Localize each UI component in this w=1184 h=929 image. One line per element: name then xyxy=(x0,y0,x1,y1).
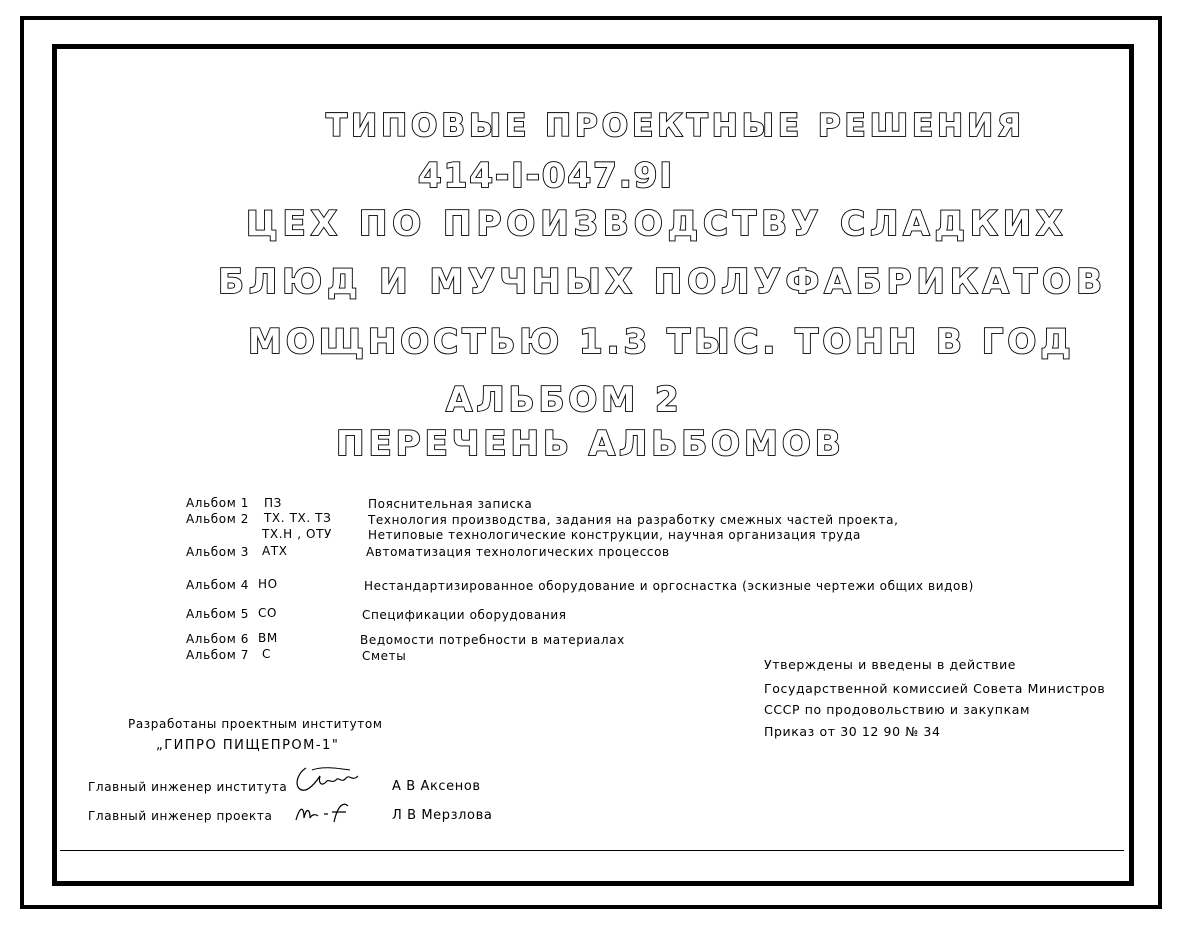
developer-line: Разработаны проектным институтом xyxy=(128,717,383,731)
approval-line: СССР по продовольствию и закупкам xyxy=(764,702,1031,717)
title-series: ТИПОВЫЕ ПРОЕКТНЫЕ РЕШЕНИЯ xyxy=(326,108,1025,144)
signature-role: Главный инженер института xyxy=(88,780,288,794)
footer-divider xyxy=(60,850,1124,851)
signature-image xyxy=(292,800,356,826)
album-label: Альбом 5 xyxy=(186,607,249,621)
album-number: АЛЬБОМ 2 xyxy=(446,380,683,420)
album-desc: Нетиповые технологические конструкции, научная организация труда xyxy=(368,528,861,542)
album-label: Альбом 4 xyxy=(186,578,249,592)
album-code: АТХ xyxy=(262,544,288,558)
album-desc: Сметы xyxy=(362,649,407,663)
album-code: ТХ.Н , ОТУ xyxy=(262,527,332,541)
album-code: ТХ. ТХ. ТЗ xyxy=(264,511,332,525)
album-desc: Ведомости потребности в материалах xyxy=(360,633,625,647)
album-label: Альбом 3 xyxy=(186,545,249,559)
title-number: 414-I-047.9I xyxy=(418,156,675,196)
title-workshop-line2: БЛЮД И МУЧНЫХ ПОЛУФАБРИКАТОВ xyxy=(218,262,1107,302)
album-desc: Автоматизация технологических процессов xyxy=(366,545,670,559)
album-label: Альбом 1 xyxy=(186,496,249,510)
institute-name: „ГИПРО ПИЩЕПРОМ-1" xyxy=(156,738,340,753)
album-code: С xyxy=(262,647,271,661)
album-desc: Спецификации оборудования xyxy=(362,608,567,622)
album-desc: Пояснительная записка xyxy=(368,497,533,511)
album-code: ПЗ xyxy=(264,496,282,510)
title-capacity: МОЩНОСТЬЮ 1.3 ТЫС. ТОНН В ГОД xyxy=(248,322,1075,362)
album-label: Альбом 2 xyxy=(186,512,249,526)
approval-line: Утверждены и введены в действие xyxy=(764,657,1017,672)
album-code: ВМ xyxy=(258,631,278,645)
signature-image xyxy=(292,764,364,796)
signer-name: Л В Мерзлова xyxy=(392,808,493,823)
album-code: НО xyxy=(258,577,278,591)
title-workshop-line1: ЦЕХ ПО ПРОИЗВОДСТВУ СЛАДКИХ xyxy=(246,204,1068,244)
album-code: СО xyxy=(258,606,278,620)
album-label: Альбом 6 xyxy=(186,632,249,646)
approval-order: Приказ от 30 12 90 № 34 xyxy=(764,724,941,739)
album-label: Альбом 7 xyxy=(186,648,249,662)
signer-name: А В Аксенов xyxy=(392,779,481,794)
approval-line: Государственной комиссией Совета Министров xyxy=(764,681,1106,696)
album-list-heading: ПЕРЕЧЕНЬ АЛЬБОМОВ xyxy=(336,424,845,464)
signature-role: Главный инженер проекта xyxy=(88,809,273,823)
album-desc: Технология производства, задания на разработку смежных частей проекта, xyxy=(368,513,899,527)
album-desc: Нестандартизированное оборудование и оргоснастка (эскизные чертежи общих видов) xyxy=(364,579,974,593)
